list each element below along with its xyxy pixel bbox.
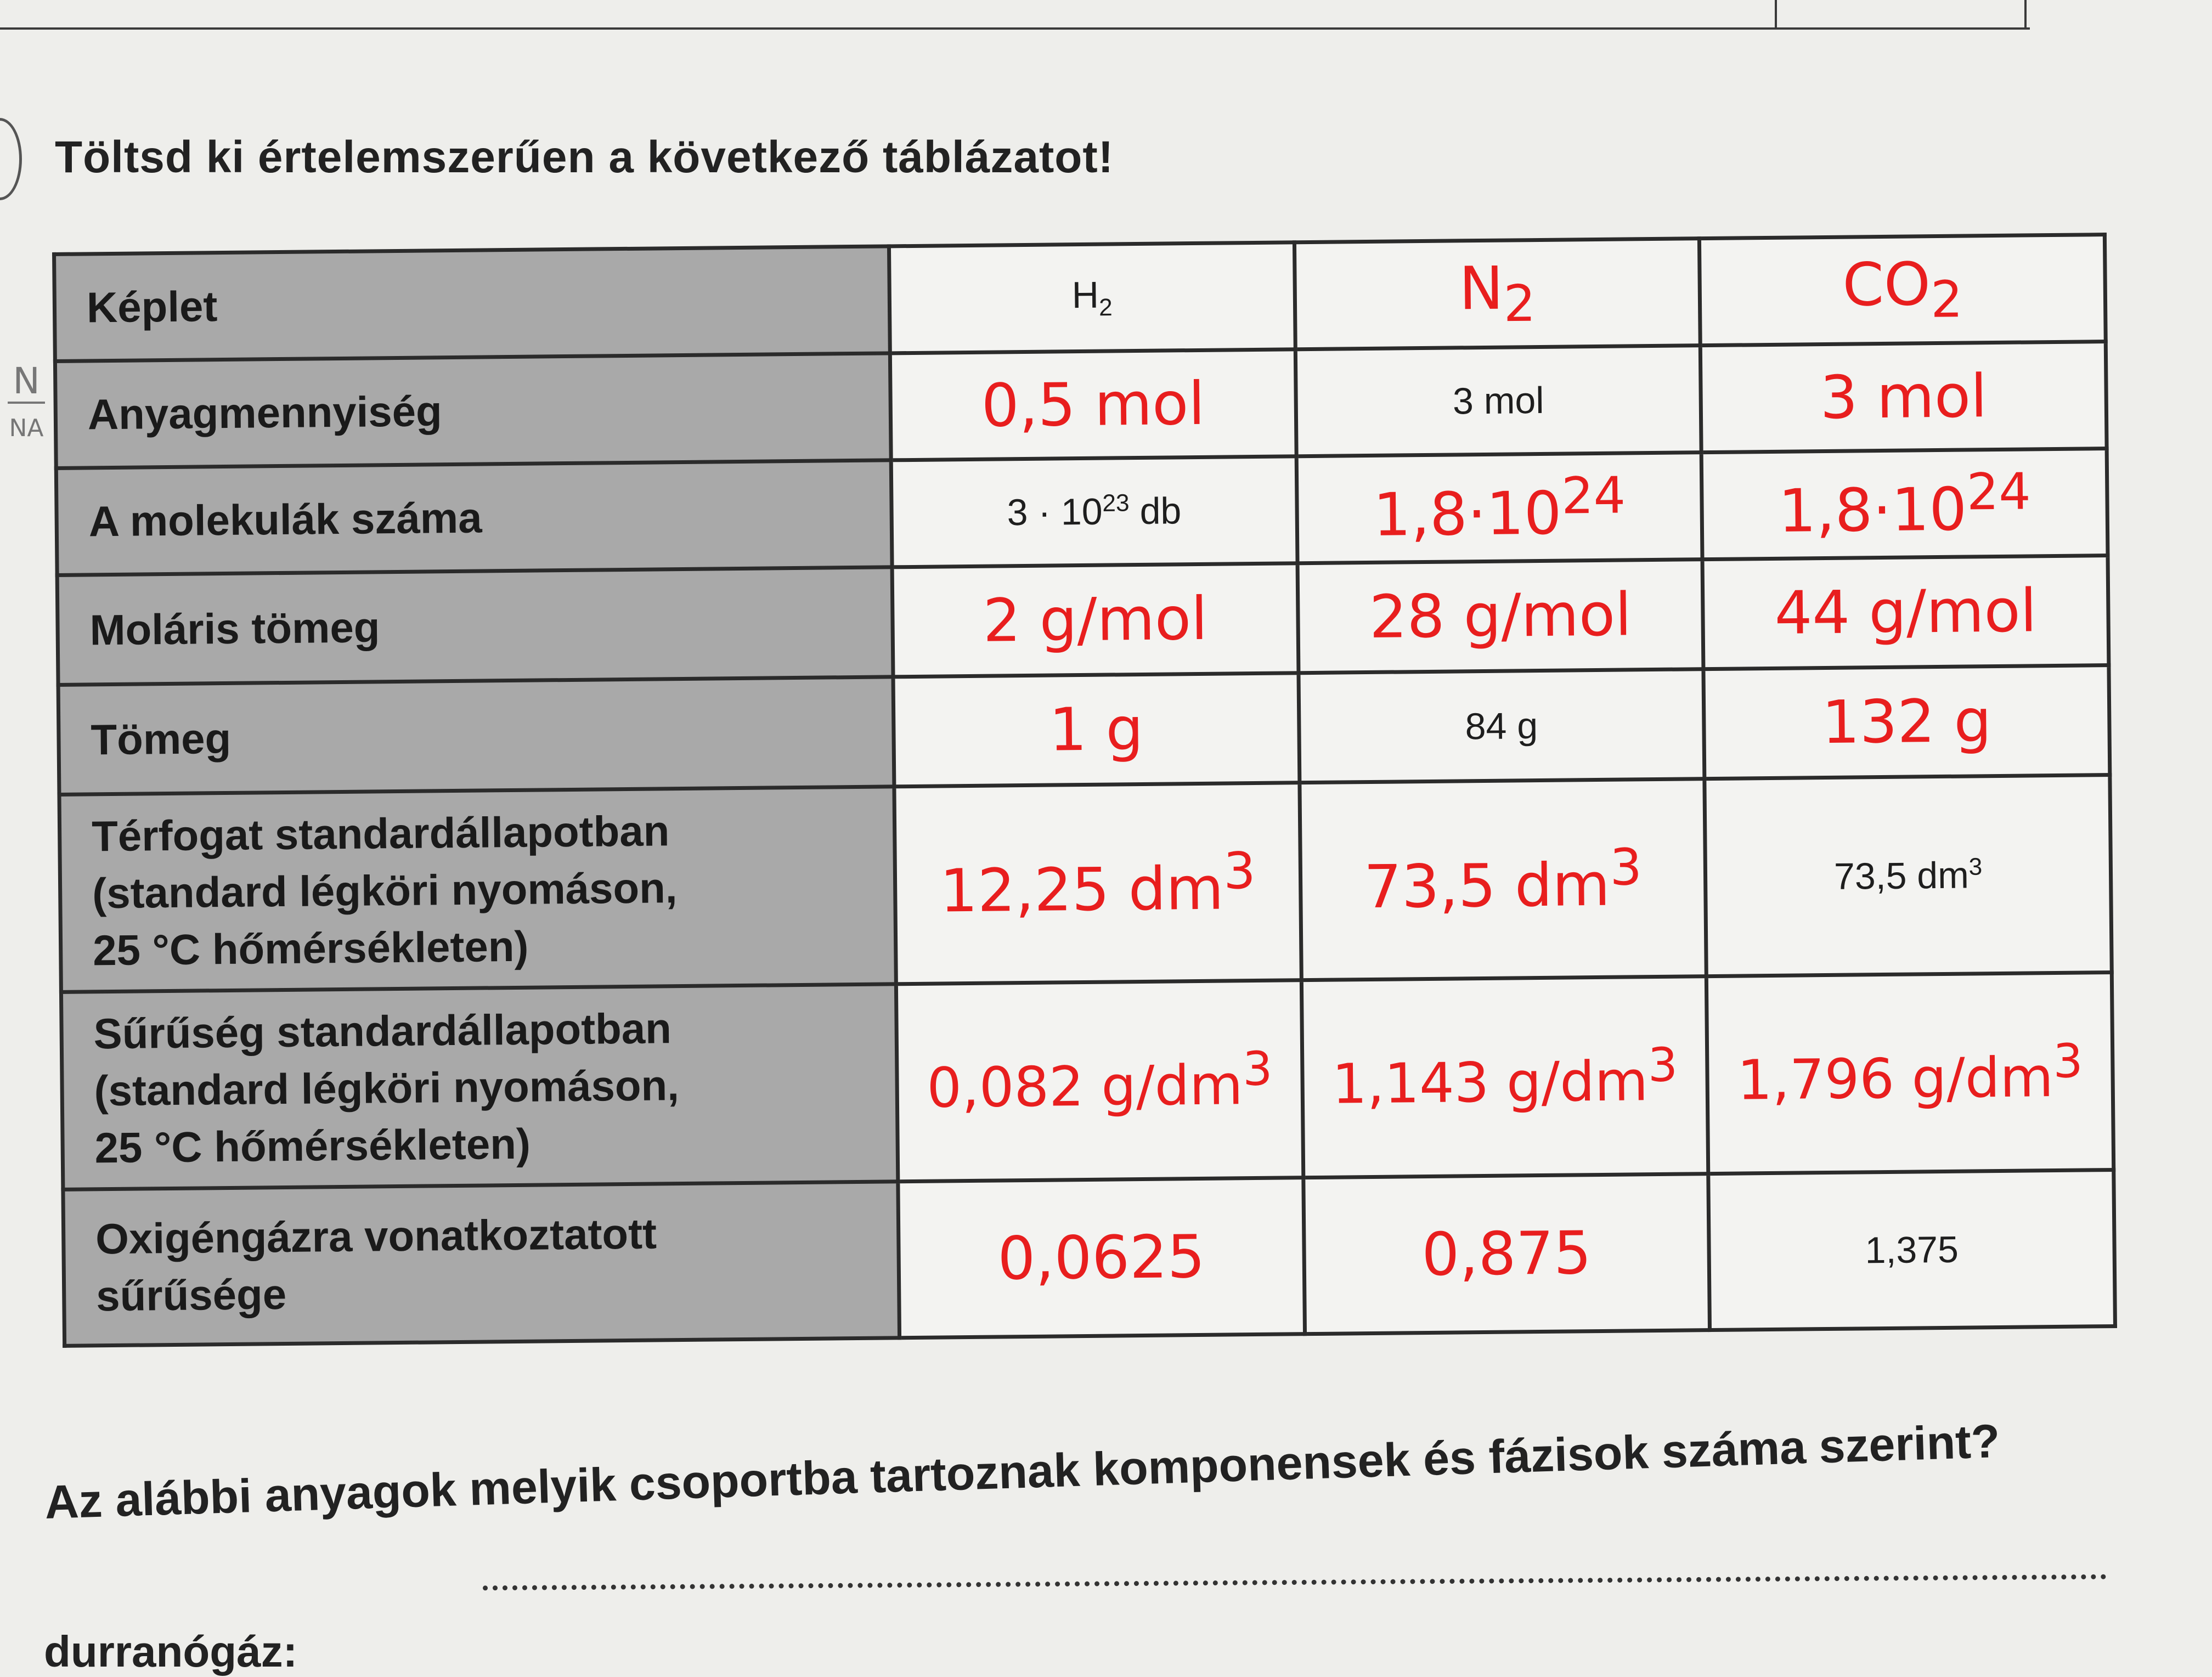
- cell-mass-h2: 1 g: [893, 673, 1300, 787]
- cell-density-co2: 1,796 $g/dm^3$: [1707, 973, 2114, 1174]
- table-row-suruseg: [61, 973, 2113, 1190]
- margin-note-top: N: [13, 360, 40, 402]
- cell-molecules-co2: $1,8\cdot 10^{24}$: [1701, 449, 2108, 560]
- table-row-tomeg: [58, 665, 2110, 795]
- task-number-circle: [0, 118, 22, 200]
- cell-volume-n2: 73,5 $dm^3$: [1300, 779, 1707, 980]
- formula-co2: $CO_2$: [1842, 250, 1963, 329]
- cell-molecules-h2: $3 \cdot 10^{23}$ db: [891, 456, 1297, 567]
- margin-handwritten-note: [4, 362, 48, 448]
- table-row-molekulak: [56, 449, 2108, 575]
- answer-dotted-line: [483, 1574, 2107, 1591]
- data-table: [52, 233, 2117, 1348]
- bottom-question: Az alábbi anyagok melyik csoportba tartoznak komponensek és fázisok száma szerint?: [44, 1415, 2001, 1529]
- cell-amount-co2: 3 mol: [1701, 342, 2107, 453]
- table-row-keplet: [54, 235, 2106, 362]
- cell-molecules-n2: $1,8\cdot 10^{24}$: [1296, 453, 1702, 563]
- row-label-tomeg: Tömeg: [58, 677, 894, 795]
- cell-mass-co2: 132 g: [1703, 665, 2110, 779]
- cell-molar-mass-co2: 44 g/mol: [1702, 556, 2109, 669]
- task-title: Töltsd ki értelemszerűen a következő táblázatot!: [55, 132, 1114, 182]
- table-row-terfogat: [59, 775, 2112, 992]
- row-label-molaris-tomeg: Moláris tömeg: [57, 567, 893, 685]
- bottom-item-label: durranógáz:: [44, 1627, 298, 1676]
- formula-n2: $N_2$: [1459, 254, 1536, 334]
- margin-note-bottom: NA: [9, 414, 44, 442]
- cell-mass-n2: 84 g: [1299, 669, 1705, 783]
- cell-density-h2: 0,082 $g/dm^3$: [896, 980, 1303, 1182]
- top-border-lines: [0, 0, 2212, 33]
- cell-volume-h2: 12,25 $dm^3$: [894, 783, 1301, 984]
- cell-amount-h2: 0,5 mol: [890, 349, 1296, 460]
- cell-amount-n2: 3 mol: [1295, 346, 1701, 456]
- cell-formula-co2: [1700, 235, 2106, 346]
- cell-molar-mass-n2: 28 g/mol: [1297, 560, 1704, 673]
- cell-formula-h2: [889, 242, 1295, 353]
- cell-relative-density-n2: 0,875: [1303, 1174, 1709, 1334]
- cell-volume-co2: 73,5 $dm^3$: [1705, 775, 2112, 976]
- table-row-anyagmennyiseg: [55, 342, 2107, 468]
- row-label-anyagmennyiseg: Anyagmennyiség: [55, 353, 891, 468]
- cell-molar-mass-h2: 2 g/mol: [892, 563, 1299, 677]
- row-label-suruseg: Sűrűség standardállapotban (standard légköri nyomáson, 25 °C hőmérsékleten): [61, 984, 898, 1190]
- cell-relative-density-co2: 1,375: [1708, 1170, 2115, 1330]
- table-row-molaris-tomeg: [57, 556, 2109, 685]
- formula-h2: $H_2$: [1071, 274, 1113, 321]
- row-label-oxigen: Oxigéngázra vonatkoztatott sűrűsége: [63, 1182, 900, 1346]
- cell-density-n2: 1,143 $g/dm^3$: [1301, 976, 1708, 1178]
- row-label-terfogat: Térfogat standardállapotban (standard légköri nyomáson, 25 °C hőmérsékleten): [59, 787, 896, 992]
- row-label-molekulak: A molekulák száma: [56, 460, 892, 575]
- row-label-keplet: Képlet: [54, 246, 890, 362]
- cell-formula-n2: [1294, 239, 1700, 349]
- table-row-oxigen: [63, 1170, 2115, 1346]
- cell-relative-density-h2: 0,0625: [898, 1178, 1305, 1338]
